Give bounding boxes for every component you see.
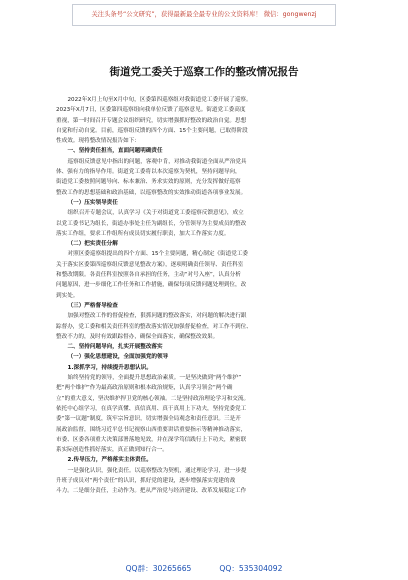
- body-line: 2023年X月7日，区委第四巡察组向我单位反馈了巡察意见。街道党工委高度: [56, 107, 246, 114]
- body-line: 街道党工委按照问题导向、标本兼治、务求实效的原则，充分发挥做好巡察: [56, 179, 241, 186]
- body-line: 整改不力的，及时有效跟踪督办，确保全面落实，确保整改效果。: [56, 333, 219, 340]
- contact-footer: [0, 563, 408, 574]
- qq-group-text: QQ群：30265665: [125, 564, 192, 573]
- body-line: 2.传导压力，严格落实主体责任。: [67, 457, 152, 464]
- body-line: 升班子成员对“两个责任”的认识，抓好党的建设，逐步增强落实党建的战: [56, 477, 236, 484]
- qq-text: QQ：535304092: [219, 564, 283, 573]
- body-line: 踪督办，党工委和相关责任科室的整改落实情况加强督促检查，对工作不到位、: [56, 323, 252, 330]
- body-line: 关于落实区委第四巡察组反馈意见整改方案》，逐项明确责任领导、责任科室: [56, 261, 244, 268]
- body-line: 整改工作的思想基础和政治基础，以巡察整改的实效推动街道各项事业发展。: [56, 189, 247, 196]
- body-line: 落实工作组，要求工作组所有成员切实履行职责，加大工作落实力度。: [56, 230, 230, 237]
- body-line: 一、坚持责任担当，直面问题明确责任: [67, 148, 163, 155]
- body-line: 委“第一议题”制度，筑牢宗旨意识，切实增强全局观念和责任意识。三是开: [56, 416, 241, 423]
- body-line: 问题原因，进一步细化工作任务和工作措施，确保每项反馈问题处理到位，改: [56, 282, 247, 289]
- body-line: 体、强有力的指导作用。街道党工委将以本次巡察为契机，坚持问题导向，: [56, 169, 241, 176]
- body-line: 性成效。现将整改情况报告如下：: [56, 138, 140, 145]
- body-line: 立”的重大意义，坚决维护捍卫党的核心领袖。二是坚持政治理论学习和交流。: [56, 395, 250, 402]
- body-line: 对照区委巡察组提出的四个方面、15个主要问题，精心制定《街道党工委: [67, 251, 249, 258]
- body-line: 以党工委书记为组长，街道办事处主任为副组长，分管领导为主要成员的整改: [56, 220, 247, 227]
- body-line: （一）压实领导责任: [67, 199, 118, 206]
- body-line: 重视，第一时间召开专题会议组织研究，切实增强抓好整改的政治自觉。思想: [56, 117, 247, 124]
- body-line: 展政治监督，围绕习近平总书记视察山西重要讲话重要指示等精神推动落实，: [56, 426, 247, 433]
- body-line: （二）把实责任分解: [67, 241, 118, 248]
- body-line: 巡察组反馈意见中指出的问题，客观中肯，对推动我街道全面从严治党具: [67, 158, 247, 165]
- body-line: 市委、区委各项重大决策部署落地见效，并在深学笃信践行上下功夫，紧密联: [56, 436, 247, 443]
- body-line: 1.深抓学习，持续提升思想认识。: [67, 364, 152, 371]
- body-line: 组织召开专题会议，认真学习《关于对街道党工委巡察反馈意见》，成立: [67, 210, 244, 217]
- document-body: [56, 95, 352, 497]
- promo-banner: 关注头条号“公文研究”，获得最新最全最专业的公文资料库！ 微信：gongwenzj: [72, 4, 336, 26]
- body-line: 自觉和行动自觉。目前，巡察组反馈的四个方面、15个主要问题，已取得阶段: [56, 127, 248, 134]
- body-line: 2022年X月上旬至X月中旬，区委第四巡察组对我街道党工委开展了巡察。: [67, 97, 252, 103]
- body-line: 一是强化认识，强化责任。以巡察整改为契机，通过理论学习，进一步提: [67, 467, 247, 474]
- body-line: （三）严格督导检查: [67, 302, 118, 309]
- body-line: 把“两个维护”作为最高政治原则和根本政治规矩，认真学习领会“两个确: [56, 385, 233, 392]
- body-line: 加强对整改工作的督促检查，狠抓问题的整改落实，对问题的解决进行跟: [67, 313, 247, 320]
- body-line: （一）强化思想建设，全面加强党的领导: [67, 354, 169, 361]
- body-line: 到实处。: [56, 292, 79, 299]
- body-line: 始终坚持党的领导，全面提升思想政治素质。一是坚决做到“两个维护”: [67, 375, 242, 382]
- body-line: 二、坚持问题导向，扎实开展整改落实: [67, 344, 163, 351]
- document-title: 街道党工委关于巡察工作的整改情况报告: [109, 66, 299, 78]
- body-line: 和整改期限。各责任科室按照各自承担的任务，主动“对号入座”，认真分析: [56, 272, 241, 279]
- body-line: 依托中心组学习，在真学真懂、真信真用、真干真用上下功夫，坚持党委党工: [56, 405, 247, 412]
- body-line: 系实际创造性抓好落实，真正做到知行合一。: [56, 447, 168, 454]
- body-line: 斗力。二是细分责任，主动作为。把从严治党与经济建设、改革发展稳定工作: [56, 488, 247, 495]
